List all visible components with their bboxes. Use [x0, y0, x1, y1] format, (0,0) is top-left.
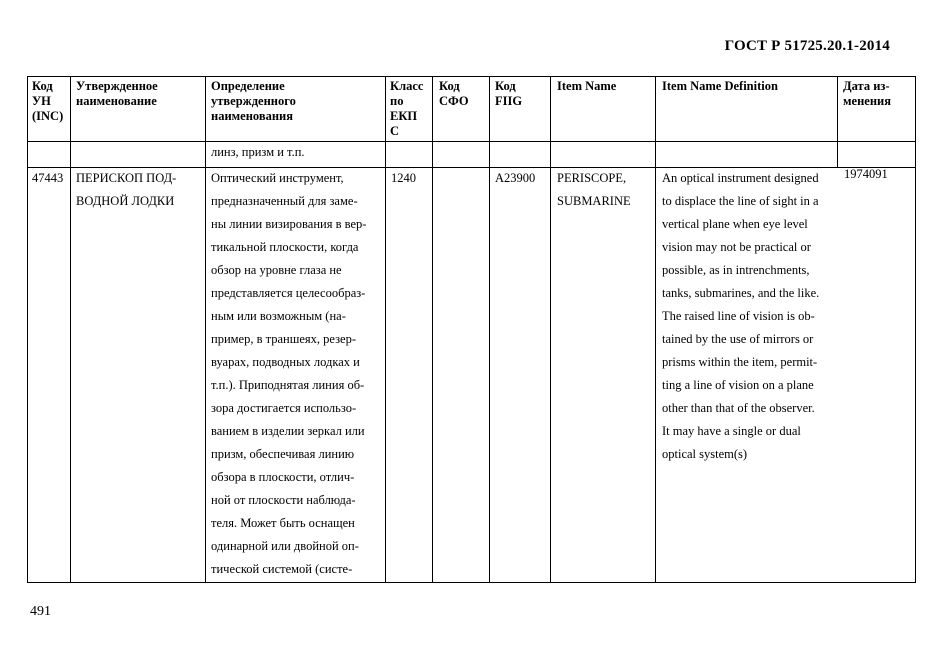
row-definition: Оптический инструмент, предназначенный для заме- ны линии визирования в вер- тикальной плоскости, когда обзор на уровне глаза не представляется целесообраз- ным или возможным (на- пример, в траншеях, резер- вуарах, подводных лодках и т.п.). Приподнятая линия об- зора достигается использо- ванием в изделии зеркал или призм, обеспечивая линию обзора в плоскости, отлич- ной от плоскости наблюда- теля. Может быть оснащен одинарной или двойной оп- тической системой (систе-	[211, 171, 367, 576]
column-divider	[550, 76, 551, 583]
header-definition: Определение утвержденного наименования	[211, 79, 296, 123]
row-inc-code: 47443	[32, 171, 64, 185]
continuation-text: линз, призм и т.п.	[211, 145, 305, 159]
row-change-date: 1974091	[844, 167, 888, 181]
header-change-date: Дата из- менения	[843, 79, 891, 108]
column-divider	[655, 76, 656, 583]
header-sfo: Код СФО	[439, 79, 469, 108]
row-fiig: A23900	[495, 171, 536, 185]
page-number: 491	[30, 604, 51, 619]
row-item-name: PERISCOPE, SUBMARINE	[557, 171, 631, 208]
header-class: Класс по ЕКП С	[390, 79, 424, 138]
header-inc: Код УН (INC)	[32, 79, 64, 123]
header-item-name: Item Name	[557, 79, 617, 93]
header-approved-name: Утвержденное наименование	[76, 79, 158, 108]
column-divider	[432, 76, 433, 583]
column-divider	[837, 76, 838, 168]
header-item-name-definition: Item Name Definition	[662, 79, 778, 93]
column-divider	[489, 76, 490, 583]
row-approved-name: ПЕРИСКОП ПОД- ВОДНОЙ ЛОДКИ	[76, 171, 177, 208]
column-divider	[205, 76, 206, 583]
header-fiig: Код FIIG	[495, 79, 523, 108]
document-standard-number: ГОСТ Р 51725.20.1-2014	[724, 38, 890, 54]
row-class: 1240	[391, 171, 416, 185]
column-divider	[385, 76, 386, 583]
column-divider	[70, 76, 71, 583]
row-item-name-definition: An optical instrument designed to displace the line of sight in a vertical plane when eye level vision may not be practical or possible, as in intrenchments, tanks, submarines, and the like. The raised line of vision is ob- tained by the use of mirrors or prisms within the item, permit- ting a line of vision on a plane other than that of the observer. It may have a single or dual optical system(s)	[662, 171, 820, 461]
header-row-divider	[27, 141, 916, 142]
